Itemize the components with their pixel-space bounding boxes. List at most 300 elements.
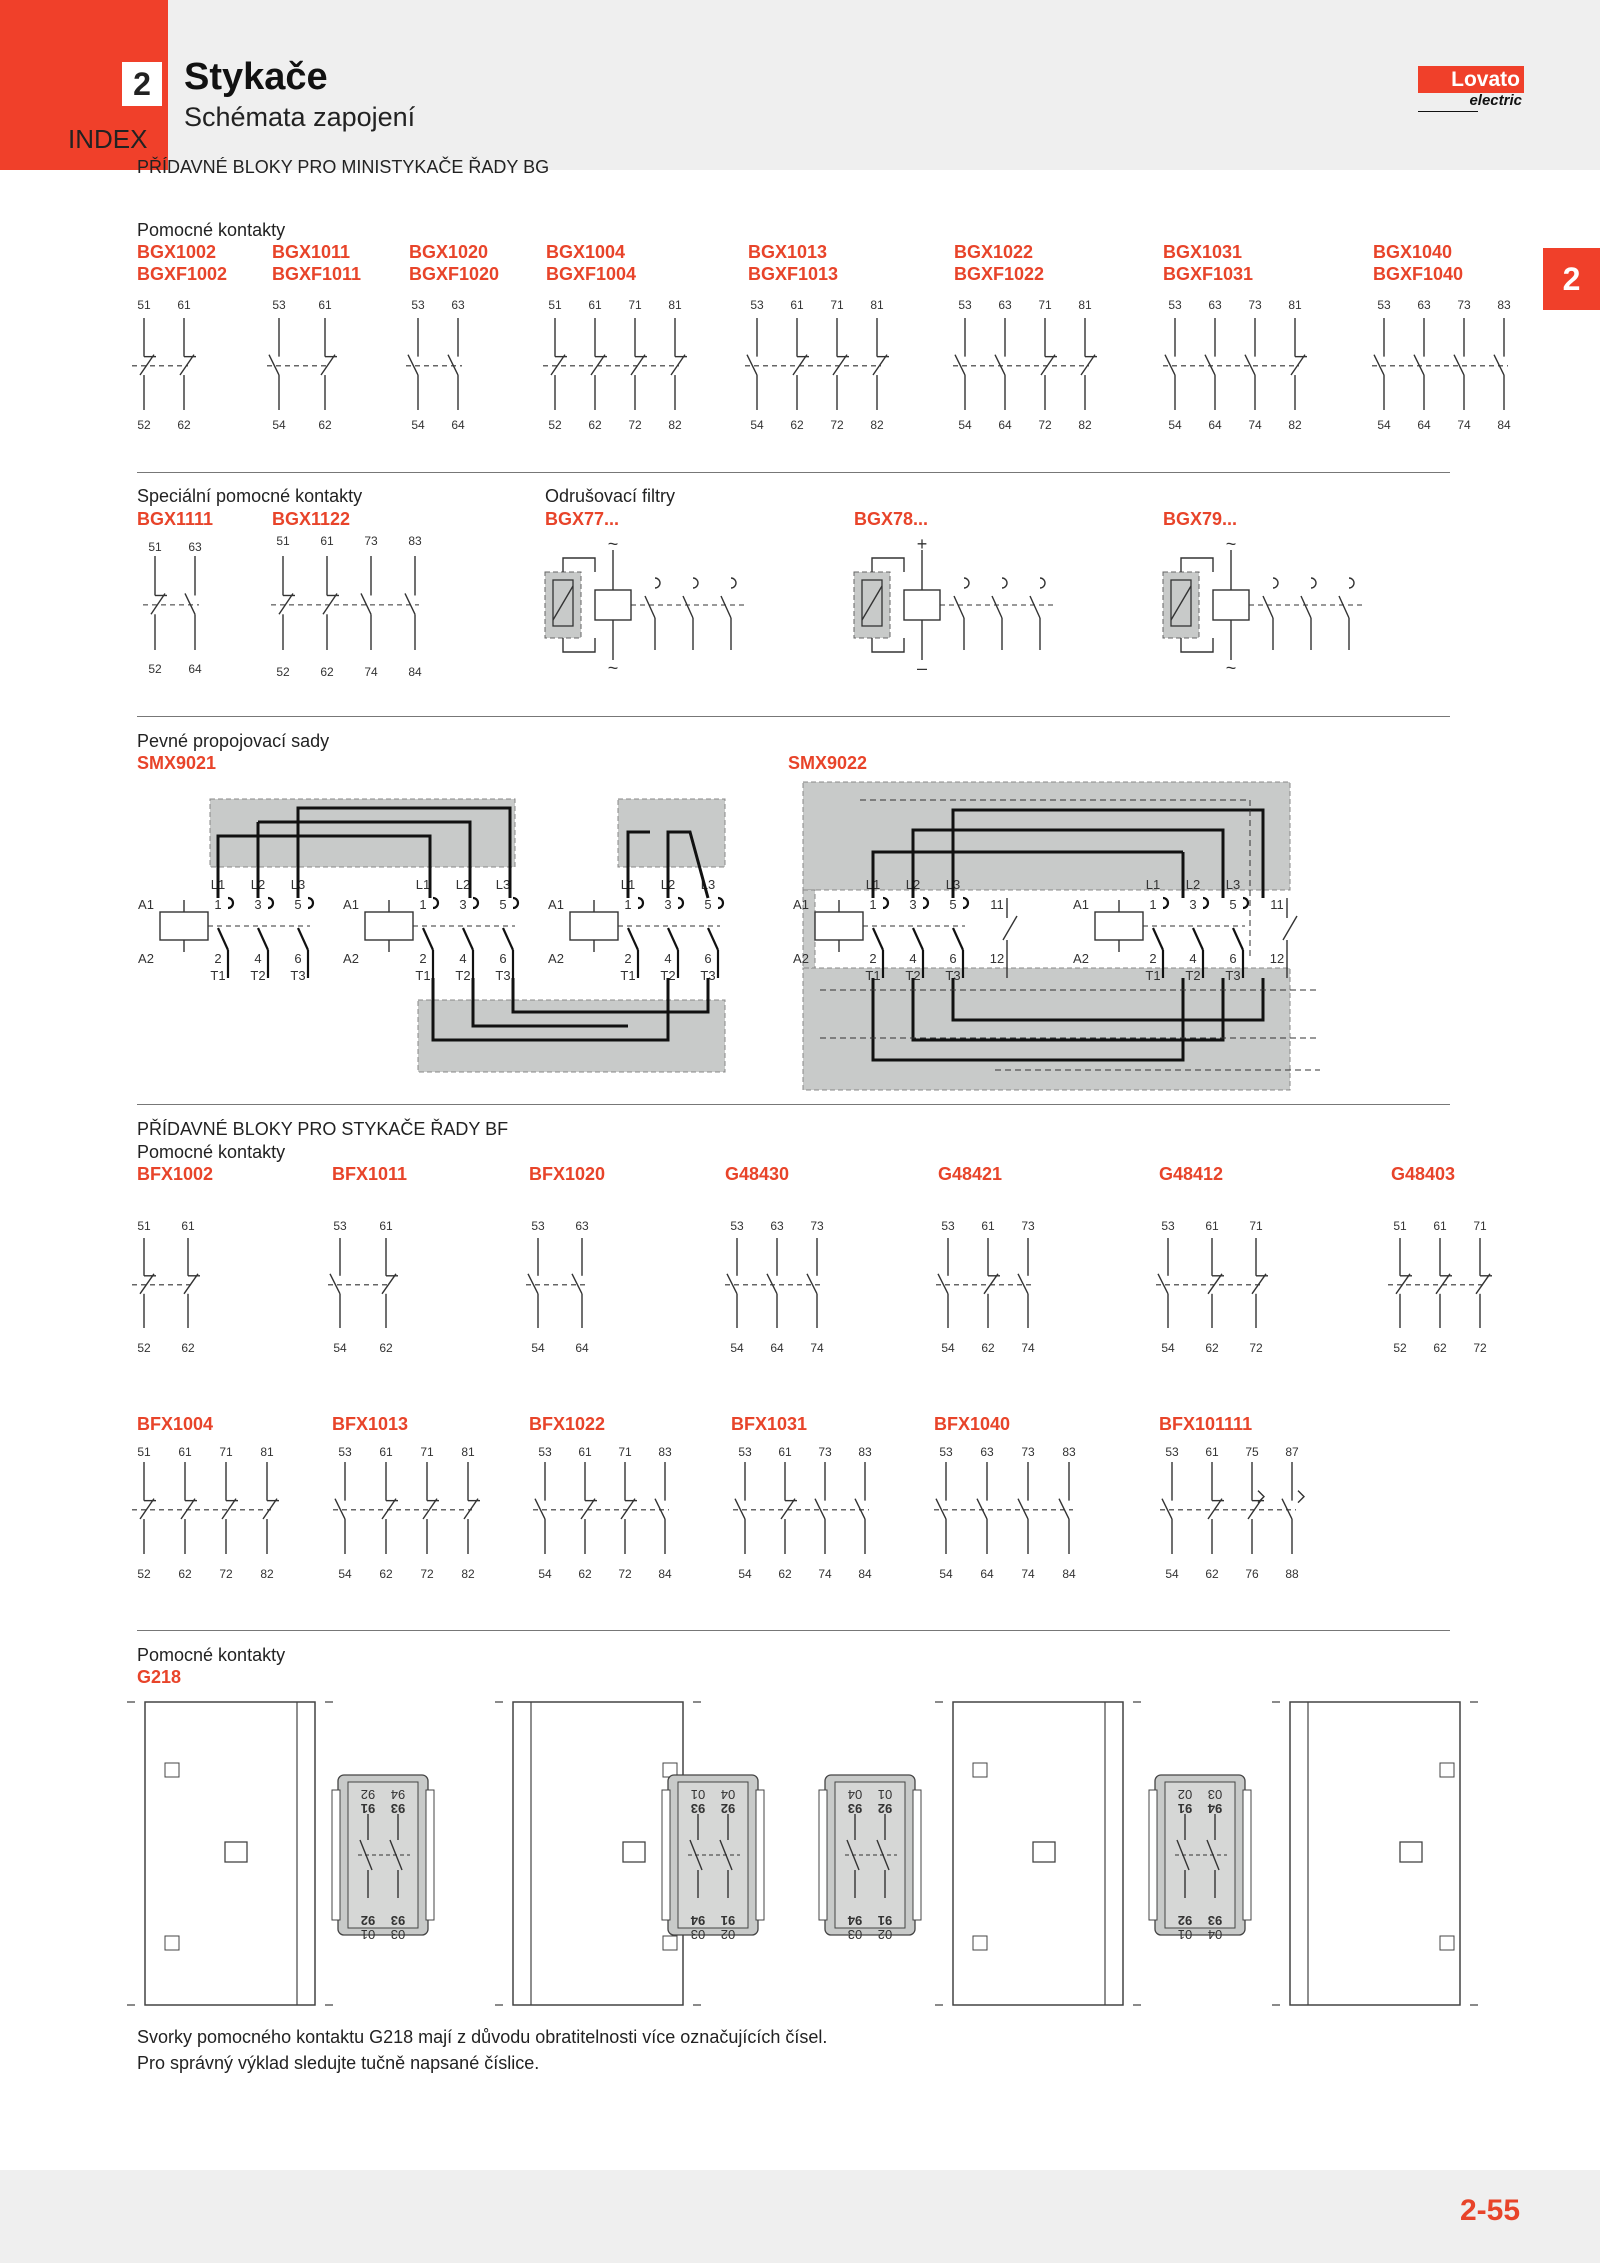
bg-block xyxy=(953,298,1097,432)
nc-contact-blade xyxy=(1396,1274,1410,1294)
main-contact-top xyxy=(718,898,723,908)
terminal-bottom: 52 xyxy=(1393,1341,1407,1355)
terminal-bottom: 72 xyxy=(628,418,642,432)
bf-code: BFX1040 xyxy=(934,1414,1011,1434)
bf-block xyxy=(733,1445,872,1581)
load-terminal: 2 xyxy=(624,951,632,966)
terminal-top: 53 xyxy=(941,1219,955,1233)
bgf-code: BGXF1020 xyxy=(409,264,500,284)
terminal-bottom: 62 xyxy=(379,1567,393,1581)
coil-terminal-bottom: A2 xyxy=(793,951,809,966)
main-contact-top xyxy=(1273,578,1278,588)
terminal-top: 71 xyxy=(219,1445,233,1459)
terminal-bottom: 64 xyxy=(980,1567,994,1581)
bf-block xyxy=(533,1445,672,1581)
coil xyxy=(1095,912,1143,940)
nc-contact-blade xyxy=(873,355,887,375)
g218-terminal: 93 xyxy=(690,1801,706,1816)
bf-block xyxy=(725,1219,824,1355)
filter-code: BGX78... xyxy=(854,509,929,529)
load-label: T3 xyxy=(290,968,306,983)
nc-contact-blade xyxy=(1208,1499,1222,1519)
terminal-bottom: 54 xyxy=(939,1567,953,1581)
terminal-top: 61 xyxy=(181,1219,195,1233)
terminal-top: 61 xyxy=(379,1445,393,1459)
filter-diagram xyxy=(854,534,1054,678)
terminal-top: 63 xyxy=(998,298,1012,312)
terminal-top: 63 xyxy=(1208,298,1222,312)
filter-code: BGX77... xyxy=(545,509,620,529)
terminal-bottom: 52 xyxy=(548,418,562,432)
load-terminal: 4 xyxy=(909,951,917,966)
line-terminal: 1 xyxy=(214,897,222,912)
terminal-top: 61 xyxy=(1433,1219,1447,1233)
load-label: T1 xyxy=(210,968,226,983)
terminal-bottom: 72 xyxy=(830,418,844,432)
main-contact-top xyxy=(268,898,273,908)
no-contact-blade xyxy=(855,1499,865,1519)
terminal-bottom: 62 xyxy=(1205,1567,1219,1581)
nc-contact-blade xyxy=(781,1499,795,1519)
nc-contact-blade xyxy=(1081,355,1095,375)
g218-clip xyxy=(1149,1790,1157,1920)
terminal-top: 53 xyxy=(333,1219,347,1233)
coil xyxy=(570,912,618,940)
nc-contact-blade xyxy=(263,1499,277,1519)
main-contact-blade xyxy=(683,596,693,618)
index-link[interactable]: INDEX xyxy=(68,124,148,154)
note-line-1: Svorky pomocného kontaktu G218 mají z důvodu obratitelnosti více označujících čísel. xyxy=(137,2027,828,2047)
line-terminal: 1 xyxy=(624,897,632,912)
no-contact-blade xyxy=(747,355,757,375)
main-contact-top xyxy=(433,898,438,908)
terminal-top: 53 xyxy=(939,1445,953,1459)
no-contact-blade xyxy=(1374,355,1384,375)
terminal-top: 53 xyxy=(1377,298,1391,312)
terminal-top: 51 xyxy=(137,1219,151,1233)
g218-terminal: 02 xyxy=(1177,1787,1193,1802)
terminal-top: 83 xyxy=(408,534,422,548)
aux-terminal-bottom: 12 xyxy=(989,951,1005,966)
smx9022-bottom-bridge xyxy=(803,968,1290,1090)
g218-terminal: 91 xyxy=(1177,1801,1193,1816)
g218-clip xyxy=(332,1790,340,1920)
coil-terminal-top: A1 xyxy=(793,897,809,912)
bg-block xyxy=(745,298,889,432)
bg-block xyxy=(267,298,337,432)
g218-terminal: 94 xyxy=(847,1913,863,1928)
no-contact-blade xyxy=(405,593,415,614)
terminal-top: 81 xyxy=(1288,298,1302,312)
terminal-top: 61 xyxy=(379,1219,393,1233)
terminal-bottom: 72 xyxy=(1249,1341,1263,1355)
no-contact-blade xyxy=(1282,1499,1292,1519)
main-contact-blade xyxy=(258,928,268,950)
terminal-top: 53 xyxy=(738,1445,752,1459)
line-label: L3 xyxy=(495,877,511,892)
coil xyxy=(904,590,940,620)
terminal-top: 63 xyxy=(451,298,465,312)
contactor-housing xyxy=(1290,1702,1460,2005)
main-contact-blade xyxy=(218,928,228,950)
no-contact-blade xyxy=(1165,355,1175,375)
main-contact-top xyxy=(1203,898,1208,908)
terminal-top: 61 xyxy=(790,298,804,312)
section-title-bg-special: Speciální pomocné kontakty xyxy=(137,486,363,506)
terminal-bottom: 62 xyxy=(981,1341,995,1355)
supply-symbol-top: + xyxy=(916,534,928,554)
terminal-top: 61 xyxy=(320,534,334,548)
nc-contact-blade xyxy=(140,1274,154,1294)
bg-block xyxy=(132,298,196,432)
terminal-bottom: 54 xyxy=(1161,1341,1175,1355)
no-contact-blade xyxy=(815,1499,825,1519)
bgf-code: BGXF1022 xyxy=(954,264,1045,284)
nc-contact-blade xyxy=(671,355,685,375)
no-contact-blade xyxy=(1158,1274,1168,1294)
terminal-bottom: 52 xyxy=(137,1567,151,1581)
logo-text: Lovato xyxy=(1418,66,1524,93)
line-terminal: 1 xyxy=(419,897,427,912)
nc-contact-blade xyxy=(382,1274,396,1294)
g218-terminal: 92 xyxy=(877,1801,893,1816)
bg-code: BGX1004 xyxy=(546,242,626,262)
g218-clip xyxy=(426,1790,434,1920)
terminal-bottom: 52 xyxy=(148,662,162,676)
terminal-top: 51 xyxy=(137,1445,151,1459)
line-label: L1 xyxy=(210,877,226,892)
load-terminal: 6 xyxy=(294,951,302,966)
filter-module xyxy=(1163,572,1199,638)
bgf-code: BGXF1013 xyxy=(748,264,839,284)
terminal-bottom: 74 xyxy=(1248,418,1262,432)
terminal-bottom: 62 xyxy=(320,665,334,679)
smx-kits xyxy=(138,782,1320,1090)
nc-contact-blade xyxy=(591,355,605,375)
terminal-bottom: 84 xyxy=(858,1567,872,1581)
g218-terminal: 94 xyxy=(1207,1801,1223,1816)
bg-code: BGX1013 xyxy=(748,242,828,262)
no-contact-blade xyxy=(1059,1499,1069,1519)
terminal-top: 51 xyxy=(137,298,151,312)
g218-terminal: 01 xyxy=(690,1787,706,1802)
contactor-housing xyxy=(953,1702,1123,2005)
terminal-bottom: 62 xyxy=(1205,1341,1219,1355)
line-label: L2 xyxy=(455,877,471,892)
g218-terminal: 01 xyxy=(1177,1927,1193,1942)
terminal-top: 61 xyxy=(1205,1445,1219,1459)
terminal-top: 75 xyxy=(1245,1445,1259,1459)
terminal-top: 71 xyxy=(618,1445,632,1459)
g218-terminal: 93 xyxy=(390,1801,406,1816)
smx-code: SMX9021 xyxy=(137,753,217,773)
load-label: T2 xyxy=(455,968,471,983)
bf-block xyxy=(1156,1219,1268,1355)
main-contact-blade xyxy=(503,928,513,950)
nc-contact-blade xyxy=(581,1499,595,1519)
section-title-g218: Pomocné kontakty xyxy=(137,1645,286,1665)
terminal-bottom: 54 xyxy=(738,1567,752,1581)
delay-symbol xyxy=(1298,1491,1304,1503)
line-terminal: 3 xyxy=(664,897,672,912)
terminal-bottom: 64 xyxy=(451,418,465,432)
chapter-number: 2 xyxy=(122,62,162,106)
main-contact-top xyxy=(964,578,969,588)
smx9022-contactor-1 xyxy=(793,877,1017,983)
smx9021-contactor-1 xyxy=(138,877,313,983)
terminal-top: 61 xyxy=(177,298,191,312)
supply-symbol-top: ~ xyxy=(1225,534,1237,554)
bf-code: G48403 xyxy=(1391,1164,1456,1184)
load-label: T1 xyxy=(620,968,636,983)
terminal-top: 53 xyxy=(750,298,764,312)
terminal-bottom: 54 xyxy=(750,418,764,432)
line-terminal: 1 xyxy=(869,897,877,912)
line-label: L1 xyxy=(415,877,431,892)
main-contact-blade xyxy=(708,928,718,950)
nc-contact-blade xyxy=(323,593,337,614)
terminal-bottom: 72 xyxy=(1473,1341,1487,1355)
smx9021-contactor-3 xyxy=(548,877,723,983)
load-terminal: 2 xyxy=(869,951,877,966)
terminal-top: 73 xyxy=(1248,298,1262,312)
terminal-bottom: 54 xyxy=(941,1341,955,1355)
load-label: T3 xyxy=(495,968,511,983)
nc-contact-blade xyxy=(984,1274,998,1294)
nc-contact-blade xyxy=(833,355,847,375)
line-label: L1 xyxy=(620,877,636,892)
load-label: T2 xyxy=(250,968,266,983)
line-terminal: 1 xyxy=(1149,897,1157,912)
main-contact-blade xyxy=(1301,596,1311,618)
terminal-bottom: 62 xyxy=(778,1567,792,1581)
terminal-top: 53 xyxy=(538,1445,552,1459)
no-contact-blade xyxy=(807,1274,817,1294)
bgf-code: BGXF1031 xyxy=(1163,264,1254,284)
no-contact-blade xyxy=(1162,1499,1172,1519)
line-label: L2 xyxy=(250,877,266,892)
bg-block xyxy=(1372,298,1511,432)
g218-terminal: 93 xyxy=(390,1913,406,1928)
supply-symbol-bottom: ~ xyxy=(1225,658,1237,678)
g218-terminal: 01 xyxy=(877,1787,893,1802)
g218-clip xyxy=(913,1790,921,1920)
main-contact-blade xyxy=(721,596,731,618)
section-title-bf-aux: PŘÍDAVNÉ BLOKY PRO STYKAČE ŘADY BF xyxy=(137,1119,509,1139)
g218-terminal: 04 xyxy=(1207,1927,1223,1942)
nc-contact-blade xyxy=(151,593,165,614)
coil-terminal-top: A1 xyxy=(343,897,359,912)
terminal-bottom: 62 xyxy=(178,1567,192,1581)
load-label: T2 xyxy=(1185,968,1201,983)
terminal-top: 71 xyxy=(628,298,642,312)
coil-terminal-top: A1 xyxy=(1073,897,1089,912)
terminal-bottom: 72 xyxy=(1038,418,1052,432)
contactor-housing xyxy=(513,1702,683,2005)
terminal-top: 71 xyxy=(1038,298,1052,312)
page-title: Stykače xyxy=(184,56,328,98)
load-label: T2 xyxy=(660,968,676,983)
terminal-top: 71 xyxy=(830,298,844,312)
g218-terminal: 03 xyxy=(390,1927,406,1942)
coil-terminal-bottom: A2 xyxy=(1073,951,1089,966)
bg-special-code: BGX1111 xyxy=(137,509,214,529)
terminal-top: 81 xyxy=(870,298,884,312)
line-label: L2 xyxy=(1185,877,1201,892)
terminal-top: 51 xyxy=(1393,1219,1407,1233)
terminal-bottom: 64 xyxy=(998,418,1012,432)
terminal-top: 53 xyxy=(338,1445,352,1459)
load-terminal: 2 xyxy=(419,951,427,966)
no-contact-blade xyxy=(1494,355,1504,375)
terminal-bottom: 54 xyxy=(411,418,425,432)
main-contact-top xyxy=(678,898,683,908)
g218-view xyxy=(332,1775,434,1942)
section-title-bg-aux: PŘÍDAVNÉ BLOKY PRO MINISTYKAČE ŘADY BG xyxy=(137,157,550,177)
line-label: L3 xyxy=(1225,877,1241,892)
load-terminal: 6 xyxy=(499,951,507,966)
main-contact-top xyxy=(228,898,233,908)
terminal-top: 63 xyxy=(980,1445,994,1459)
nc-contact-blade xyxy=(1208,1274,1222,1294)
line-terminal: 5 xyxy=(499,897,507,912)
g218-terminal: 92 xyxy=(1177,1913,1193,1928)
line-terminal: 3 xyxy=(254,897,262,912)
line-terminal: 5 xyxy=(704,897,712,912)
main-contact-blade xyxy=(1233,928,1243,950)
terminal-top: 53 xyxy=(1161,1219,1175,1233)
load-terminal: 2 xyxy=(1149,951,1157,966)
bg-code: BGX1022 xyxy=(954,242,1034,262)
terminal-bottom: 62 xyxy=(181,1341,195,1355)
terminal-bottom: 54 xyxy=(1377,418,1391,432)
bgf-code: BGXF1004 xyxy=(546,264,637,284)
nc-contact-blade xyxy=(1252,1274,1266,1294)
load-terminal: 6 xyxy=(704,951,712,966)
main-contact-blade xyxy=(1030,596,1040,618)
load-label: T3 xyxy=(700,968,716,983)
main-contact-top xyxy=(883,898,888,908)
g218-terminal: 02 xyxy=(877,1927,893,1942)
g218-contactor-housing xyxy=(127,1702,333,2005)
main-contact-blade xyxy=(1339,596,1349,618)
terminal-top: 53 xyxy=(531,1219,545,1233)
load-label: T1 xyxy=(1145,968,1161,983)
terminal-bottom: 74 xyxy=(810,1341,824,1355)
g218-terminal: 93 xyxy=(847,1801,863,1816)
bg-block xyxy=(1163,298,1307,432)
main-contact-top xyxy=(1349,578,1354,588)
nc-contact-blade xyxy=(621,1499,635,1519)
g218-terminal: 92 xyxy=(360,1787,376,1802)
bf-code: BFX101111 xyxy=(1159,1414,1253,1434)
terminal-bottom: 54 xyxy=(958,418,972,432)
coil-terminal-bottom: A2 xyxy=(138,951,154,966)
terminal-top: 63 xyxy=(575,1219,589,1233)
main-contact-blade xyxy=(1153,928,1163,950)
bf-code: BFX1022 xyxy=(529,1414,606,1434)
no-contact-blade xyxy=(535,1499,545,1519)
no-contact-blade xyxy=(1414,355,1424,375)
terminal-top: 53 xyxy=(958,298,972,312)
bf-block xyxy=(132,1219,200,1355)
main-contact-blade xyxy=(1263,596,1273,618)
bg-code: BGX1020 xyxy=(409,242,489,262)
bgf-code: BGXF1040 xyxy=(1373,264,1464,284)
line-label: L2 xyxy=(905,877,921,892)
main-contact-blade xyxy=(992,596,1002,618)
terminal-bottom: 84 xyxy=(1497,418,1511,432)
terminal-bottom: 88 xyxy=(1285,1567,1299,1581)
supply-symbol-top: ~ xyxy=(607,534,619,554)
coil xyxy=(595,590,631,620)
g218-contactor-housing xyxy=(935,1702,1141,2005)
bf-block xyxy=(1160,1445,1304,1581)
nc-contact-blade xyxy=(1436,1274,1450,1294)
bf-code: G48421 xyxy=(938,1164,1003,1184)
line-label: L1 xyxy=(865,877,881,892)
nc-contact-blade xyxy=(464,1499,478,1519)
main-contact-top xyxy=(473,898,478,908)
terminal-bottom: 72 xyxy=(618,1567,632,1581)
terminal-bottom: 64 xyxy=(1417,418,1431,432)
bf-code: BFX1031 xyxy=(731,1414,808,1434)
nc-contact-blade xyxy=(551,355,565,375)
terminal-bottom: 62 xyxy=(318,418,332,432)
bg-block xyxy=(543,298,687,432)
terminal-top: 51 xyxy=(548,298,562,312)
load-terminal: 6 xyxy=(1229,951,1237,966)
terminal-top: 61 xyxy=(778,1445,792,1459)
main-contact-blade xyxy=(298,928,308,950)
terminal-bottom: 74 xyxy=(1021,1567,1035,1581)
main-contact-top xyxy=(1040,578,1045,588)
main-contact-top xyxy=(308,898,313,908)
main-contact-top xyxy=(513,898,518,908)
main-contact-top xyxy=(963,898,968,908)
g218-clip xyxy=(819,1790,827,1920)
g218-terminal: 01 xyxy=(360,1927,376,1942)
terminal-bottom: 74 xyxy=(1457,418,1471,432)
terminal-bottom: 54 xyxy=(1165,1567,1179,1581)
nc-contact-blade xyxy=(184,1274,198,1294)
bf-code: BFX1013 xyxy=(332,1414,409,1434)
terminal-bottom: 54 xyxy=(531,1341,545,1355)
terminal-top: 63 xyxy=(1417,298,1431,312)
coil xyxy=(815,912,863,940)
terminal-bottom: 62 xyxy=(1433,1341,1447,1355)
no-contact-blade xyxy=(1018,1499,1028,1519)
terminal-bottom: 54 xyxy=(272,418,286,432)
main-contact-top xyxy=(638,898,643,908)
g218-terminal: 92 xyxy=(720,1801,736,1816)
bf-block xyxy=(1388,1219,1492,1355)
terminal-top: 61 xyxy=(588,298,602,312)
bg-code: BGX1002 xyxy=(137,242,217,262)
bgf-code: BGXF1011 xyxy=(272,264,362,284)
nc-contact-blade xyxy=(1041,355,1055,375)
terminal-top: 61 xyxy=(578,1445,592,1459)
nc-contact-blade xyxy=(423,1499,437,1519)
bg-code: BGX1031 xyxy=(1163,242,1243,262)
bf-block xyxy=(526,1219,589,1355)
chapter-side-tab[interactable]: 2 xyxy=(1543,248,1600,310)
no-contact-blade xyxy=(1454,355,1464,375)
terminal-top: 71 xyxy=(420,1445,434,1459)
nc-contact-blade xyxy=(279,593,293,614)
filter-code: BGX79... xyxy=(1163,509,1238,529)
no-contact-blade xyxy=(448,355,458,375)
